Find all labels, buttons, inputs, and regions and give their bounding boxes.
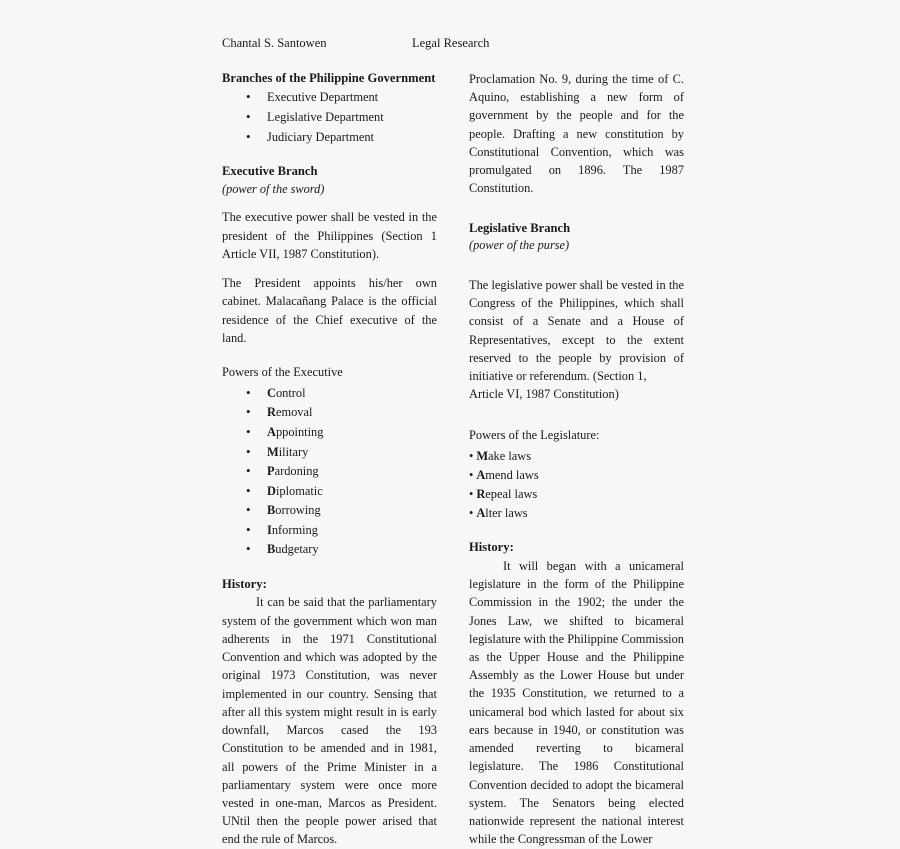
branches-heading: Branches of the Philippine Government xyxy=(222,71,436,85)
executive-paragraph-2: The President appoints his/her own cabinet. Malacañang Palace is the official residence of the Chief executive of the land. xyxy=(222,276,437,345)
bullet-icon: • xyxy=(469,487,474,502)
powers-of-legislature-list xyxy=(469,447,684,524)
power-rest: lter laws xyxy=(485,506,528,521)
power-rest: ardoning xyxy=(274,464,319,479)
power-rest: epeal laws xyxy=(485,487,538,502)
executive-branch-heading: Executive Branch xyxy=(222,164,318,179)
spacer xyxy=(222,263,437,274)
list-item xyxy=(222,443,437,463)
legislative-branch-subtitle: (power of the purse) xyxy=(469,238,570,252)
power-initial: M xyxy=(476,448,489,463)
spacer xyxy=(222,347,437,363)
right-history-heading: History: xyxy=(469,540,514,555)
list-item xyxy=(469,447,684,466)
right-history-paragraph: It will began with a unicameral legislature in the form of the Philippine Commission in the 1902; the under the Jones Law, we shifted to bicameral legislature with the Philippine Commission as the Upper House and the Philippine Assembly as the Lower House but under the 1935 Constitution, we returned to a unicameral bod which lasted for about six ears because in 1940, or constitution was amended reverting to bicameral legislature. The 1986 Constitutional Convention decided to adopt the bicameral system. The Senators being elected nationwide represent the national interest while the Congressman of the Lower xyxy=(469,558,684,847)
power-initial: B xyxy=(267,542,276,557)
left-column xyxy=(222,70,437,849)
powers-of-executive-label: Powers of the Executive xyxy=(222,365,343,380)
two-column-body xyxy=(222,70,684,849)
power-rest: ilitary xyxy=(278,444,309,459)
power-rest: ppointing xyxy=(275,424,324,439)
power-initial: B xyxy=(267,503,276,518)
bullet-icon: • xyxy=(469,448,474,463)
list-item xyxy=(222,423,437,443)
power-initial: A xyxy=(267,424,276,439)
spacer xyxy=(469,198,684,220)
spacer xyxy=(469,254,684,276)
spacer xyxy=(222,197,437,208)
executive-branch-subtitle: (power of the sword) xyxy=(222,181,325,196)
header-subject: Legal Research xyxy=(412,36,490,50)
header-author: Chantal S. Santowen xyxy=(222,36,327,50)
legislative-paragraph-continued: Article VI, 1987 Constitution) xyxy=(469,387,619,402)
list-item xyxy=(469,485,684,504)
list-item xyxy=(222,403,437,423)
power-rest: udgetary xyxy=(275,542,319,557)
list-item xyxy=(222,462,437,482)
list-item xyxy=(222,482,437,502)
power-initial: A xyxy=(476,467,486,482)
power-rest: mend laws xyxy=(485,467,539,482)
right-column xyxy=(469,70,684,849)
power-initial: A xyxy=(476,506,486,521)
list-item xyxy=(469,504,684,523)
list-item: • Judiciary Department xyxy=(222,128,437,148)
legislative-branch-heading: Legislative Branch xyxy=(469,220,571,235)
left-history-heading: History: xyxy=(222,577,267,592)
executive-paragraph-1: The executive power shall be vested in the president of the Philippines (Section 1 Article VII, 1987 Constitution). xyxy=(222,210,437,261)
power-rest: emoval xyxy=(275,405,313,420)
left-history-paragraph: It can be said that the parliamentary system of the government which won man adherents in the 1971 Constitutional Convention and which was adopted by the original 1973 Constitution, was never implemented in our country. Sensing that after all this system might result in is early downfall, Marcos cased the 193 Constitution to be amended and in 1981, all powers of the Prime Minister in a parliamentary system were once more vested in one-man, Marcos as President. UNtil then the people power arised that end the rule of Marcos. xyxy=(222,595,437,847)
list-item xyxy=(469,466,684,485)
list-item xyxy=(222,521,437,541)
power-rest: nforming xyxy=(271,522,318,537)
powers-of-legislature-label: Powers of the Legislature: xyxy=(469,428,600,442)
powers-of-executive-list xyxy=(222,384,437,560)
spacer xyxy=(222,147,437,163)
bullet-icon: • xyxy=(469,467,474,482)
power-initial: R xyxy=(267,405,276,420)
power-rest: ontrol xyxy=(275,385,306,400)
bullet-icon: • xyxy=(469,506,474,521)
branches-list xyxy=(222,88,437,147)
spacer xyxy=(222,560,437,576)
power-initial: I xyxy=(267,522,272,537)
power-rest: ake laws xyxy=(488,448,532,463)
spacer xyxy=(469,404,684,426)
list-item xyxy=(222,540,437,560)
list-item: • Executive Department xyxy=(222,88,437,108)
power-initial: P xyxy=(267,464,275,479)
power-initial: M xyxy=(267,444,279,459)
power-initial: D xyxy=(267,483,276,498)
list-item xyxy=(222,384,437,404)
power-rest: iplomatic xyxy=(275,483,323,498)
power-rest: orrowing xyxy=(275,503,321,518)
power-initial: C xyxy=(267,385,276,400)
list-item xyxy=(222,501,437,521)
proclamation-paragraph: Proclamation No. 9, during the time of C. Aquino, establishing a new form of government by the people and for the people. Drafting a new constitution by Constitutional Convention, which was promulgated on 1896. The 1987 Constitution. xyxy=(469,72,684,196)
power-initial: R xyxy=(476,487,486,502)
spacer xyxy=(469,523,684,539)
document-header xyxy=(222,36,684,51)
legislative-paragraph: The legislative power shall be vested in the Congress of the Philippines, which shall consist of a Senate and a House of Representatives, except to the extent reserved to the people by provision of initiative or referendum. (Section 1, xyxy=(469,277,684,384)
list-item: • Legislative Department xyxy=(222,108,437,128)
